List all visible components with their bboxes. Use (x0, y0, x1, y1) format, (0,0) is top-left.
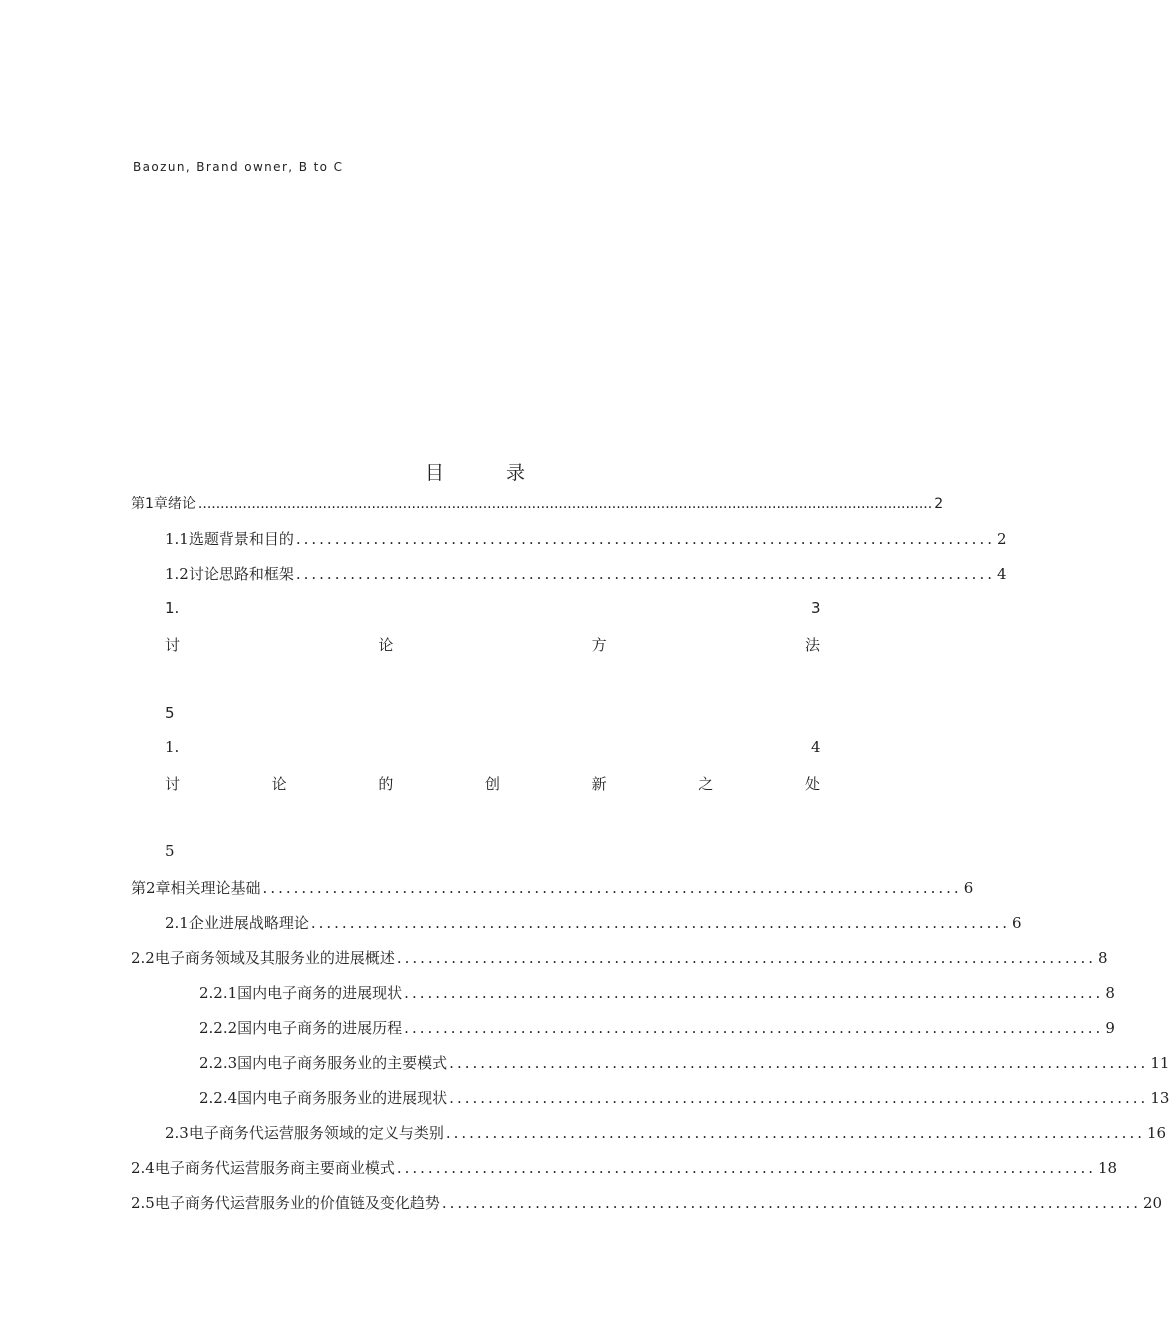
toc-char: 论 (271, 775, 287, 793)
toc-entry-page: 4 (997, 565, 1007, 583)
toc-entry-1-4-page: 4 (811, 738, 821, 756)
toc-entry-page: 16 (1147, 1124, 1167, 1142)
toc-entry-label: 2.2.1国内电子商务的进展现状 (199, 984, 403, 1002)
toc-entry-label: 2.4电子商务代运营服务商主要商业模式 (131, 1159, 395, 1177)
toc-entry-page: 8 (1098, 949, 1108, 967)
toc-entry-label: 2.2电子商务领域及其服务业的进展概述 (131, 949, 395, 967)
english-keywords: Baozun, Brand owner, B to C (133, 160, 344, 174)
toc-entry-page: 20 (1143, 1194, 1163, 1212)
toc-entry-label: 2.3电子商务代运营服务领域的定义与类别 (165, 1124, 444, 1142)
toc-leader-dots: .......................................................................................... (449, 1089, 1149, 1107)
toc-leader-dots: .......................................................................................... (295, 565, 995, 583)
toc-entry-1-4-title[interactable] (165, 773, 820, 794)
toc-entry-2-2-4[interactable] (199, 1087, 1169, 1111)
toc-entry-label: 2.2.2国内电子商务的进展历程 (199, 1019, 403, 1037)
toc-leader-dots: .......................................................................................... (441, 1194, 1141, 1212)
toc-leader-dots: ..................................................................................................................................................................... (197, 496, 933, 512)
toc-entry-page: 6 (963, 879, 974, 897)
toc-entry-page: 18 (1098, 1159, 1118, 1177)
toc-entry-2-2-3[interactable] (199, 1052, 1169, 1076)
toc-char: 方 (591, 636, 607, 654)
toc-entry-2-4[interactable] (131, 1157, 1118, 1181)
toc-entry-page: 6 (1012, 914, 1022, 932)
toc-entry-page: 11 (1150, 1054, 1169, 1072)
toc-entry-1-4-number: 1. (165, 738, 180, 756)
toc-entry-1-3-page-bottom: 5 (165, 704, 175, 722)
toc-entry-label: 2.2.3国内电子商务服务业的主要模式 (199, 1054, 448, 1072)
toc-entry-page: 2 (997, 530, 1007, 548)
toc-title: 目 录 (424, 462, 554, 484)
toc-entry-label: 第2章相关理论基础 (131, 879, 261, 897)
toc-leader-dots: .......................................................................................... (449, 1054, 1149, 1072)
toc-entry-2-2-2[interactable] (199, 1017, 1115, 1041)
toc-char: 处 (804, 775, 820, 793)
toc-entry-label: 2.1企业进展战略理论 (165, 914, 309, 932)
toc-entry-page: 8 (1105, 984, 1115, 1002)
toc-char: 新 (591, 775, 607, 793)
toc-entry-1-3-number: 1. (165, 599, 180, 617)
toc-char: 论 (378, 636, 394, 654)
toc-leader-dots: .......................................................................................... (310, 914, 1010, 932)
toc-entry-ch1[interactable] (131, 493, 944, 517)
toc-char: 的 (378, 775, 394, 793)
toc-entry-label: 1.2讨论思路和框架 (165, 565, 294, 583)
toc-char: 法 (804, 636, 820, 654)
toc-char: 讨 (165, 636, 181, 654)
toc-entry-1-3-page: 3 (811, 599, 821, 617)
toc-entry-2-2-1[interactable] (199, 982, 1115, 1006)
toc-entry-2-3[interactable] (165, 1122, 1167, 1146)
toc-leader-dots: .......................................................................................... (396, 949, 1096, 967)
toc-entry-label: 第1章绪论 (131, 496, 196, 512)
toc-char: 讨 (165, 775, 181, 793)
toc-entry-label: 1.1选题背景和目的 (165, 530, 294, 548)
toc-char: 之 (698, 775, 714, 793)
toc-entry-ch2[interactable] (131, 877, 974, 901)
toc-entry-label: 2.5电子商务代运营服务业的价值链及变化趋势 (131, 1194, 440, 1212)
toc-entry-1-2[interactable] (165, 563, 1007, 587)
toc-entry-1-4-page-bottom: 5 (165, 842, 175, 860)
toc-entry-2-1[interactable] (165, 912, 1022, 936)
toc-entry-label: 2.2.4国内电子商务服务业的进展现状 (199, 1089, 448, 1107)
toc-entry-1-1[interactable] (165, 528, 1007, 552)
toc-leader-dots: .......................................................................................... (445, 1124, 1145, 1142)
toc-leader-dots: .......................................................................................... (396, 1159, 1096, 1177)
toc-entry-page: 13 (1150, 1089, 1169, 1107)
toc-leader-dots: .......................................................................................... (404, 984, 1104, 1002)
toc-entry-2-2[interactable] (131, 947, 1108, 971)
toc-leader-dots: .......................................................................................... (295, 530, 995, 548)
toc-char: 创 (484, 775, 500, 793)
toc-entry-page: 9 (1105, 1019, 1115, 1037)
toc-entry-1-3-title[interactable] (165, 634, 820, 655)
toc-entry-2-5[interactable] (131, 1192, 1163, 1216)
toc-leader-dots: .......................................................................................... (262, 879, 962, 897)
toc-leader-dots: .......................................................................................... (404, 1019, 1104, 1037)
toc-entry-page: 2 (934, 496, 944, 512)
